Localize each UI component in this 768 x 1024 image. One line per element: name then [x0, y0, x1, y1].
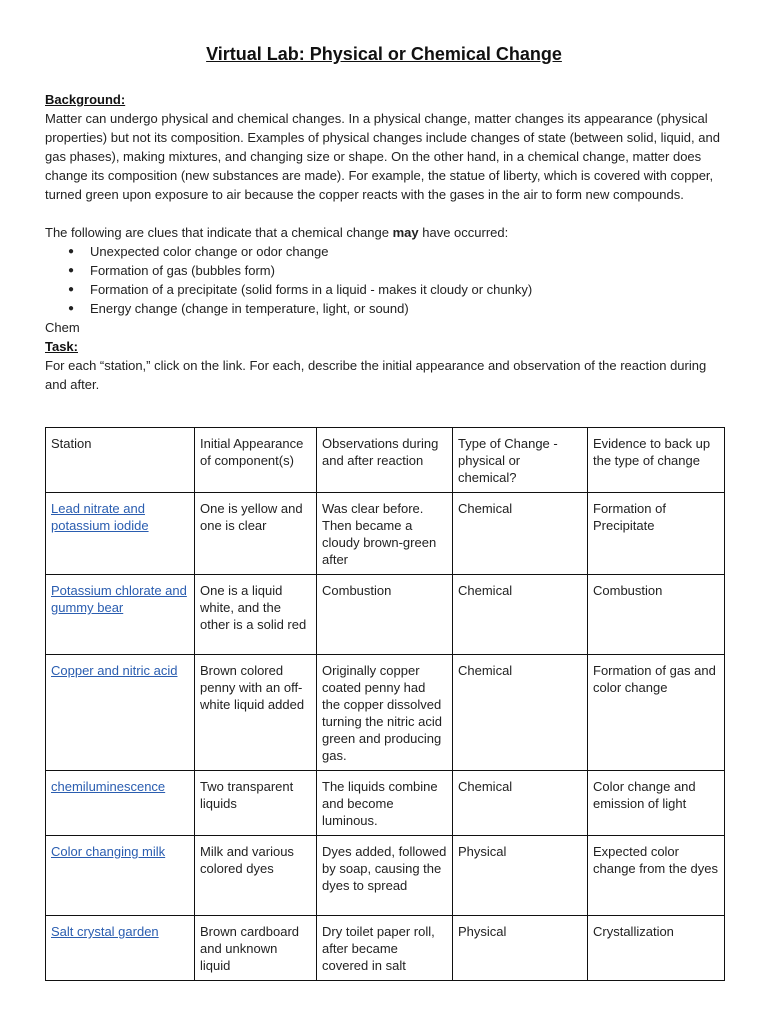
initial-appearance-cell: One is a liquid white, and the other is a solid red: [195, 575, 317, 655]
clues-intro-start: The following are clues that indicate that a chemical change: [45, 225, 393, 240]
observations-cell: The liquids combine and become luminous.: [317, 771, 453, 836]
initial-appearance-cell: One is yellow and one is clear: [195, 493, 317, 575]
type-cell: Physical: [453, 836, 588, 916]
station-cell: [46, 836, 195, 916]
document-body: [45, 90, 725, 394]
evidence-cell: Combustion: [588, 575, 725, 655]
observations-cell: Was clear before. Then became a cloudy brown-green after: [317, 493, 453, 575]
observations-cell: Combustion: [317, 575, 453, 655]
station-link[interactable]: Copper and nitric acid: [51, 663, 178, 678]
task-heading: Task:: [45, 339, 78, 354]
type-cell: Chemical: [453, 655, 588, 771]
clues-list: [45, 242, 725, 318]
initial-appearance-cell: Two transparent liquids: [195, 771, 317, 836]
header-type-of-change: Type of Change - physical or chemical?: [453, 428, 588, 493]
observations-cell: Originally copper coated penny had the copper dissolved turning the nitric acid green and producing gas.: [317, 655, 453, 771]
clues-intro-end: have occurred:: [418, 225, 509, 240]
header-station: Station: [46, 428, 195, 493]
clue-item: ● Unexpected color change or odor change: [90, 242, 725, 261]
table-row: [46, 575, 725, 655]
header-evidence: Evidence to back up the type of change: [588, 428, 725, 493]
table-row: [46, 836, 725, 916]
type-cell: Physical: [453, 916, 588, 981]
type-cell: Chemical: [453, 771, 588, 836]
evidence-cell: Expected color change from the dyes: [588, 836, 725, 916]
table-row: [46, 771, 725, 836]
station-link[interactable]: Color changing milk: [51, 844, 166, 859]
clue-item: ● Energy change (change in temperature, light, or sound): [90, 299, 725, 318]
table-row: [46, 655, 725, 771]
observations-cell: Dyes added, followed by soap, causing the dyes to spread: [317, 836, 453, 916]
evidence-cell: Formation of gas and color change: [588, 655, 725, 771]
station-cell: [46, 916, 195, 981]
header-observations: Observations during and after reaction: [317, 428, 453, 493]
header-initial-appearance: Initial Appearance of component(s): [195, 428, 317, 493]
task-paragraph: For each “station,” click on the link. For each, describe the initial appearance and observation of the reaction during and after.: [45, 358, 707, 392]
evidence-cell: Color change and emission of light: [588, 771, 725, 836]
type-cell: Chemical: [453, 575, 588, 655]
observations-cell: Dry toilet paper roll, after became covered in salt: [317, 916, 453, 981]
station-cell: [46, 575, 195, 655]
stray-text: Chem: [45, 320, 80, 335]
background-heading: Background:: [45, 92, 126, 107]
station-cell: [46, 771, 195, 836]
evidence-cell: Crystallization: [588, 916, 725, 981]
initial-appearance-cell: Brown colored penny with an off-white liquid added: [195, 655, 317, 771]
page-title: Virtual Lab: Physical or Chemical Change: [206, 44, 562, 64]
type-cell: Chemical: [453, 493, 588, 575]
clues-intro-emphasis: may: [392, 225, 419, 240]
background-paragraph: Matter can undergo physical and chemical changes. In a physical change, matter changes its appearance (physical properties) but not its composition. Examples of physical changes include changes of state (between solid, liquid, and gas phases), making mixtures, and changing size or shape. On the other hand, in a chemical change, matter does change its composition (new substances are made). For example, the statue of liberty, which is covered with copper, turned green upon exposure to air because the copper reacts with the gases in the air to form new compounds.: [45, 111, 720, 202]
clues-intro: [45, 223, 725, 242]
table-header-row: [46, 428, 725, 493]
station-link[interactable]: Lead nitrate and potassium iodide: [51, 501, 149, 533]
stations-table: [45, 427, 725, 981]
initial-appearance-cell: Milk and various colored dyes: [195, 836, 317, 916]
evidence-cell: Formation of Precipitate: [588, 493, 725, 575]
table-row: [46, 916, 725, 981]
station-link[interactable]: chemiluminescence: [51, 779, 166, 794]
initial-appearance-cell: Brown cardboard and unknown liquid: [195, 916, 317, 981]
station-link[interactable]: Potassium chlorate and gummy bear: [51, 583, 187, 615]
clue-item: ● Formation of a precipitate (solid forms in a liquid - makes it cloudy or chunky): [90, 280, 725, 299]
clue-item: ● Formation of gas (bubbles form): [90, 261, 725, 280]
station-cell: [46, 655, 195, 771]
station-link[interactable]: Salt crystal garden: [51, 924, 159, 939]
station-cell: [46, 493, 195, 575]
table-row: [46, 493, 725, 575]
